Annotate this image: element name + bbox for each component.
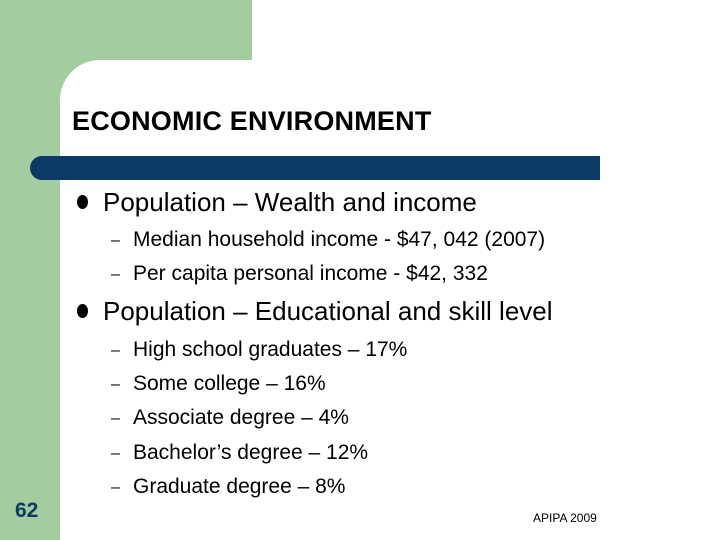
title-underline-bar bbox=[30, 156, 600, 180]
dash-icon: – bbox=[111, 376, 120, 393]
bullet-dot-icon bbox=[77, 195, 88, 209]
list-item: Associate degree – 4% bbox=[133, 406, 349, 429]
dash-icon: – bbox=[111, 410, 120, 427]
page-number: 62 bbox=[15, 499, 39, 522]
list-item: Median household income - $47, 042 (2007) bbox=[133, 228, 546, 251]
dash-icon: – bbox=[111, 445, 120, 462]
dash-icon: – bbox=[111, 479, 120, 496]
list-item: Per capita personal income - $42, 332 bbox=[133, 262, 488, 285]
section-heading-education: Population – Educational and skill level bbox=[103, 296, 553, 326]
section-heading-wealth: Population – Wealth and income bbox=[103, 187, 477, 217]
list-item: Bachelor’s degree – 12% bbox=[133, 441, 369, 464]
list-item: Some college – 16% bbox=[133, 372, 326, 395]
dash-icon: – bbox=[111, 266, 120, 283]
footer-text: APIPA 2009 bbox=[533, 511, 597, 525]
dash-icon: – bbox=[111, 342, 120, 359]
slide-title: ECONOMIC ENVIRONMENT bbox=[72, 106, 432, 136]
bullet-dot-icon bbox=[77, 304, 88, 318]
list-item: High school graduates – 17% bbox=[133, 338, 408, 361]
dash-icon: – bbox=[111, 232, 120, 249]
list-item: Graduate degree – 8% bbox=[133, 475, 346, 498]
